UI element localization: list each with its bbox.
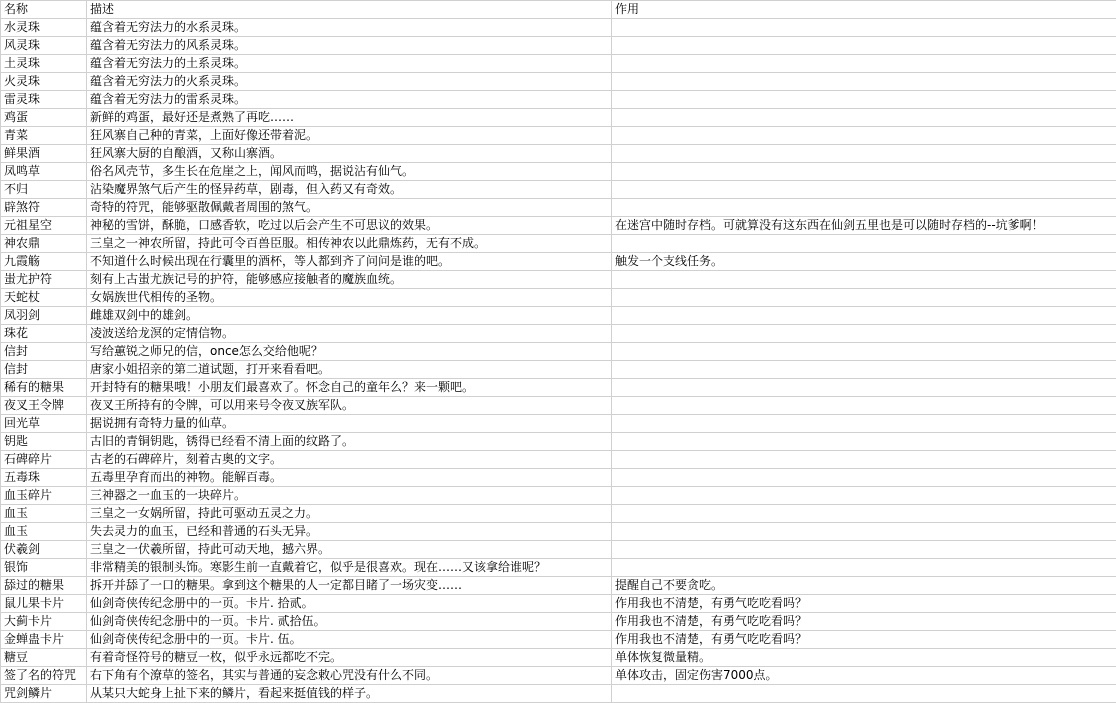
table-row (1, 343, 1116, 361)
table-row (1, 199, 1116, 217)
cell-item-name: 信封 (1, 343, 87, 361)
cell-item-name: 辟煞符 (1, 199, 87, 217)
table-row (1, 415, 1116, 433)
table-row (1, 433, 1116, 451)
cell-item-name: 糖豆 (1, 649, 87, 667)
cell-item-effect (612, 469, 1116, 487)
cell-item-name: 元祖星空 (1, 217, 87, 235)
cell-item-name: 鲜果酒 (1, 145, 87, 163)
cell-item-effect (612, 127, 1116, 145)
cell-item-name: 风灵珠 (1, 37, 87, 55)
cell-item-description: 三皇之一神农所留，持此可令百兽臣服。相传神农以此鼎炼药，无有不成。 (87, 235, 612, 253)
table-row (1, 451, 1116, 469)
table-header (1, 1, 1116, 19)
cell-item-description: 三皇之一伏羲所留，持此可动天地，撼六界。 (87, 541, 612, 559)
cell-item-effect (612, 685, 1116, 703)
cell-item-description: 唐家小姐招亲的第二道试题，打开来看看吧。 (87, 361, 612, 379)
cell-item-effect: 作用我也不清楚，有勇气吃吃看吗？ (612, 595, 1116, 613)
cell-item-description: 蕴含着无穷法力的火系灵珠。 (87, 73, 612, 91)
table-row (1, 37, 1116, 55)
cell-item-effect (612, 55, 1116, 73)
cell-item-effect: 在迷宫中随时存档。可就算没有这东西在仙剑五里也是可以随时存档的--坑爹啊！ (612, 217, 1116, 235)
cell-item-description: 蕴含着无穷法力的土系灵珠。 (87, 55, 612, 73)
cell-item-description: 右下角有个潦草的签名，其实与普通的妄念敕心咒没有什么不同。 (87, 667, 612, 685)
cell-item-effect (612, 37, 1116, 55)
cell-item-name: 银饰 (1, 559, 87, 577)
cell-item-description: 新鲜的鸡蛋，最好还是煮熟了再吃…… (87, 109, 612, 127)
cell-item-description: 非常精美的银制头饰。寒影生前一直戴着它，似乎是很喜欢。现在……又该拿给谁呢？ (87, 559, 612, 577)
table-row (1, 631, 1116, 649)
table-row (1, 379, 1116, 397)
cell-item-description: 刻有上古蚩尤族记号的护符，能够感应接触者的魔族血统。 (87, 271, 612, 289)
table-row (1, 91, 1116, 109)
cell-item-name: 金蝉蛊卡片 (1, 631, 87, 649)
cell-item-name: 鸡蛋 (1, 109, 87, 127)
cell-item-effect: 作用我也不清楚，有勇气吃吃看吗？ (612, 613, 1116, 631)
cell-item-description: 有着奇怪符号的糖豆一枚，似乎永远都吃不完。 (87, 649, 612, 667)
table-row (1, 235, 1116, 253)
cell-item-description: 俗名风壳节，多生长在危崖之上，闻风而鸣，据说沾有仙气。 (87, 163, 612, 181)
cell-item-name: 不归 (1, 181, 87, 199)
cell-item-name: 雷灵珠 (1, 91, 87, 109)
cell-item-name: 神农鼎 (1, 235, 87, 253)
table-row (1, 145, 1116, 163)
cell-item-effect: 作用我也不清楚，有勇气吃吃看吗？ (612, 631, 1116, 649)
table-row (1, 523, 1116, 541)
cell-item-effect (612, 145, 1116, 163)
cell-item-name: 天蛇杖 (1, 289, 87, 307)
cell-item-name: 血玉碎片 (1, 487, 87, 505)
cell-item-name: 水灵珠 (1, 19, 87, 37)
cell-item-description: 三神器之一血玉的一块碎片。 (87, 487, 612, 505)
table-row (1, 325, 1116, 343)
cell-item-effect (612, 91, 1116, 109)
cell-item-effect (612, 73, 1116, 91)
cell-item-name: 稀有的糖果 (1, 379, 87, 397)
cell-item-effect (612, 235, 1116, 253)
cell-item-description: 拆开并舔了一口的糖果。拿到这个糖果的人一定都目睹了一场灾变…… (87, 577, 612, 595)
cell-item-name: 回光草 (1, 415, 87, 433)
table-row (1, 307, 1116, 325)
cell-item-name: 五毒珠 (1, 469, 87, 487)
table-body (1, 19, 1116, 703)
column-header-name: 名称 (1, 1, 87, 19)
cell-item-effect (612, 271, 1116, 289)
table-row (1, 19, 1116, 37)
cell-item-effect (612, 181, 1116, 199)
cell-item-name: 凤羽剑 (1, 307, 87, 325)
cell-item-effect (612, 379, 1116, 397)
cell-item-description: 奇特的符咒，能够驱散佩戴者周围的煞气。 (87, 199, 612, 217)
table-row (1, 289, 1116, 307)
cell-item-effect (612, 541, 1116, 559)
table-row (1, 667, 1116, 685)
cell-item-description: 蕴含着无穷法力的水系灵珠。 (87, 19, 612, 37)
cell-item-description: 不知道什么时候出现在行囊里的酒杯，等人都到齐了问问是谁的吧。 (87, 253, 612, 271)
cell-item-description: 蕴含着无穷法力的风系灵珠。 (87, 37, 612, 55)
cell-item-description: 仙剑奇侠传纪念册中的一页。卡片. 贰拾伍。 (87, 613, 612, 631)
cell-item-description: 古旧的青铜钥匙，锈得已经看不清上面的纹路了。 (87, 433, 612, 451)
cell-item-name: 珠花 (1, 325, 87, 343)
cell-item-effect (612, 487, 1116, 505)
table-row (1, 505, 1116, 523)
table-row (1, 55, 1116, 73)
cell-item-name: 咒剑鳞片 (1, 685, 87, 703)
cell-item-name: 舔过的糖果 (1, 577, 87, 595)
cell-item-effect (612, 505, 1116, 523)
cell-item-description: 从某只大蛇身上扯下来的鳞片，看起来挺值钱的样子。 (87, 685, 612, 703)
cell-item-effect: 单体恢复微量精。 (612, 649, 1116, 667)
cell-item-description: 据说拥有奇特力量的仙草。 (87, 415, 612, 433)
cell-item-name: 石碑碎片 (1, 451, 87, 469)
cell-item-effect (612, 361, 1116, 379)
cell-item-description: 蕴含着无穷法力的雷系灵珠。 (87, 91, 612, 109)
table-row (1, 217, 1116, 235)
cell-item-description: 失去灵力的血玉，已经和普通的石头无异。 (87, 523, 612, 541)
table-row (1, 253, 1116, 271)
cell-item-effect (612, 19, 1116, 37)
cell-item-name: 信封 (1, 361, 87, 379)
cell-item-description: 凌波送给龙溟的定情信物。 (87, 325, 612, 343)
cell-item-effect (612, 523, 1116, 541)
cell-item-name: 九霞觞 (1, 253, 87, 271)
table-header-row (1, 1, 1116, 19)
cell-item-effect (612, 343, 1116, 361)
table-row (1, 577, 1116, 595)
cell-item-effect (612, 109, 1116, 127)
cell-item-description: 仙剑奇侠传纪念册中的一页。卡片. 伍。 (87, 631, 612, 649)
cell-item-name: 青菜 (1, 127, 87, 145)
table-row (1, 649, 1116, 667)
cell-item-name: 鼠儿果卡片 (1, 595, 87, 613)
cell-item-effect: 提醒自己不要贪吃。 (612, 577, 1116, 595)
cell-item-description: 狂风寨大厨的自酿酒，又称山寨酒。 (87, 145, 612, 163)
table-row (1, 127, 1116, 145)
table-row (1, 595, 1116, 613)
table-row (1, 163, 1116, 181)
cell-item-effect (612, 289, 1116, 307)
table-row (1, 469, 1116, 487)
cell-item-effect (612, 307, 1116, 325)
cell-item-name: 火灵珠 (1, 73, 87, 91)
cell-item-description: 神秘的雪饼，酥脆，口感香软，吃过以后会产生不可思议的效果。 (87, 217, 612, 235)
cell-item-name: 签了名的符咒 (1, 667, 87, 685)
cell-item-description: 开封特有的糖果哦！小朋友们最喜欢了。怀念自己的童年么？来一颗吧。 (87, 379, 612, 397)
cell-item-description: 古老的石碑碎片，刻着古奥的文字。 (87, 451, 612, 469)
table-row (1, 559, 1116, 577)
cell-item-description: 夜叉王所持有的令牌，可以用来号令夜叉族军队。 (87, 397, 612, 415)
cell-item-effect (612, 415, 1116, 433)
table-row (1, 487, 1116, 505)
table-row (1, 109, 1116, 127)
cell-item-name: 土灵珠 (1, 55, 87, 73)
cell-item-name: 血玉 (1, 505, 87, 523)
cell-item-name: 大蓟卡片 (1, 613, 87, 631)
cell-item-description: 女娲族世代相传的圣物。 (87, 289, 612, 307)
table-row (1, 271, 1116, 289)
cell-item-name: 蚩尤护符 (1, 271, 87, 289)
table-row (1, 397, 1116, 415)
cell-item-name: 夜叉王令牌 (1, 397, 87, 415)
cell-item-name: 钥匙 (1, 433, 87, 451)
cell-item-description: 沾染魔界煞气后产生的怪异药草，剧毒，但入药又有奇效。 (87, 181, 612, 199)
cell-item-name: 伏羲剑 (1, 541, 87, 559)
table-row (1, 181, 1116, 199)
table-row (1, 361, 1116, 379)
cell-item-description: 雌雄双剑中的雄剑。 (87, 307, 612, 325)
cell-item-effect: 单体攻击，固定伤害7000点。 (612, 667, 1116, 685)
cell-item-effect (612, 163, 1116, 181)
cell-item-description: 三皇之一女娲所留，持此可驱动五灵之力。 (87, 505, 612, 523)
table-row (1, 685, 1116, 703)
cell-item-effect (612, 397, 1116, 415)
cell-item-effect (612, 559, 1116, 577)
column-header-effect: 作用 (612, 1, 1116, 19)
cell-item-name: 血玉 (1, 523, 87, 541)
cell-item-effect (612, 451, 1116, 469)
table-row (1, 73, 1116, 91)
cell-item-description: 仙剑奇侠传纪念册中的一页。卡片. 拾贰。 (87, 595, 612, 613)
column-header-description: 描述 (87, 1, 612, 19)
cell-item-effect (612, 433, 1116, 451)
cell-item-description: 五毒里孕育而出的神物。能解百毒。 (87, 469, 612, 487)
table-row (1, 541, 1116, 559)
cell-item-effect (612, 199, 1116, 217)
cell-item-effect: 触发一个支线任务。 (612, 253, 1116, 271)
cell-item-effect (612, 325, 1116, 343)
cell-item-description: 写给蕙锐之师兄的信，once怎么交给他呢？ (87, 343, 612, 361)
cell-item-description: 狂风寨自己种的青菜，上面好像还带着泥。 (87, 127, 612, 145)
cell-item-name: 凤鸣草 (1, 163, 87, 181)
